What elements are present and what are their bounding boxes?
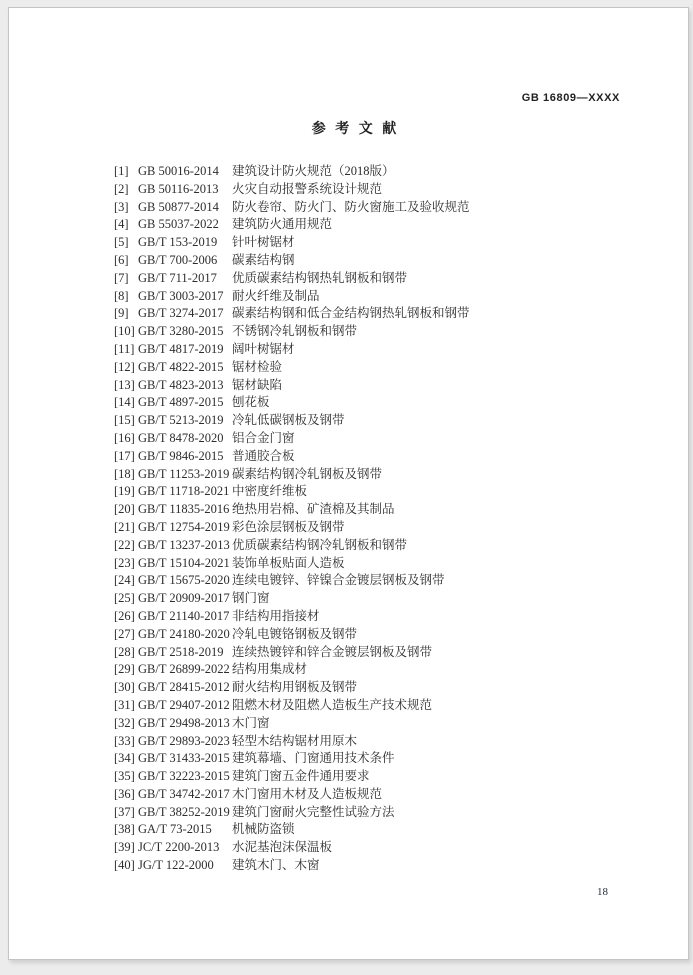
reference-standard-code: GB/T 11718-2021: [138, 484, 230, 499]
reference-standard-code: GB/T 5213-2019: [138, 413, 224, 428]
reference-standard-title: 优质碳素结构钢冷轧钢板和钢带: [232, 537, 408, 552]
reference-standard-code: GB/T 8478-2020: [138, 430, 224, 445]
reference-standard-code: GB/T 20909-2017: [138, 591, 230, 606]
reference-item: [114, 288, 674, 306]
reference-standard-title: 冷轧低碳钢板及钢带: [232, 413, 345, 428]
reference-standard-code: GB/T 13237-2013: [138, 537, 230, 552]
reference-standard-title: 建筑幕墙、门窗通用技术条件: [232, 751, 395, 766]
reference-index: [13]: [114, 377, 135, 392]
reference-standard-title: 非结构用指接材: [232, 608, 320, 623]
reference-standard-code: GB/T 4822-2015: [138, 359, 224, 374]
reference-index: [29]: [114, 662, 135, 677]
reference-index: [6]: [114, 252, 129, 267]
reference-item: [114, 768, 674, 786]
reference-standard-title: 冷轧电镀铬钢板及钢带: [232, 626, 358, 641]
reference-index: [11]: [114, 341, 135, 356]
reference-item: [114, 323, 674, 341]
reference-standard-title: 铝合金门窗: [232, 430, 295, 445]
reference-item: [114, 377, 674, 395]
reference-standard-code: GB/T 32223-2015: [138, 769, 230, 784]
reference-standard-title: 针叶树锯材: [232, 235, 295, 250]
reference-item: [114, 430, 674, 448]
reference-index: [3]: [114, 199, 129, 214]
reference-item: [114, 483, 674, 501]
reference-item: [114, 466, 674, 484]
reference-item: [114, 216, 674, 234]
reference-item: [114, 555, 674, 573]
reference-item: [114, 679, 674, 697]
reference-item: [114, 821, 674, 839]
reference-standard-title: 碳素结构钢和低合金结构钢热轧钢板和钢带: [232, 306, 470, 321]
reference-item: [114, 857, 674, 875]
reference-standard-title: 建筑木门、木窗: [232, 858, 320, 873]
reference-item: [114, 181, 674, 199]
reference-standard-code: GB/T 12754-2019: [138, 519, 230, 534]
reference-item: [114, 234, 674, 252]
reference-index: [30]: [114, 680, 135, 695]
reference-standard-code: GB/T 4897-2015: [138, 395, 224, 410]
reference-standard-code: GB 50877-2014: [138, 199, 219, 214]
reference-index: [24]: [114, 573, 135, 588]
document-page: [8, 7, 689, 960]
reference-standard-title: 木门窗: [232, 715, 270, 730]
reference-index: [35]: [114, 769, 135, 784]
reference-list: [114, 163, 674, 875]
reference-standard-title: 防火卷帘、防火门、防火窗施工及验收规范: [232, 199, 470, 214]
reference-item: [114, 412, 674, 430]
reference-item: [114, 661, 674, 679]
reference-index: [15]: [114, 413, 135, 428]
reference-index: [20]: [114, 502, 135, 517]
reference-standard-code: GB/T 15104-2021: [138, 555, 230, 570]
reference-standard-code: GB 50116-2013: [138, 181, 219, 196]
reference-index: [5]: [114, 235, 129, 250]
reference-standard-title: 火灾自动报警系统设计规范: [232, 181, 383, 196]
reference-index: [40]: [114, 858, 135, 873]
reference-index: [17]: [114, 448, 135, 463]
reference-index: [9]: [114, 306, 129, 321]
reference-index: [25]: [114, 591, 135, 606]
reference-index: [1]: [114, 164, 129, 178]
reference-standard-code: GA/T 73-2015: [138, 822, 212, 837]
reference-standard-title: 耐火结构用钢板及钢带: [232, 680, 358, 695]
reference-item: [114, 839, 674, 857]
reference-index: [28]: [114, 644, 135, 659]
reference-item: [114, 270, 674, 288]
reference-item: [114, 163, 674, 181]
reference-standard-code: JC/T 2200-2013: [138, 840, 220, 855]
reference-index: [38]: [114, 822, 135, 837]
reference-standard-title: 建筑防火通用规范: [232, 217, 333, 232]
reference-standard-code: GB/T 4823-2013: [138, 377, 224, 392]
reference-standard-code: GB/T 3274-2017: [138, 306, 224, 321]
reference-standard-code: GB/T 29407-2012: [138, 697, 230, 712]
reference-standard-title: 锯材缺陷: [232, 377, 283, 392]
reference-standard-title: 水泥基泡沫保温板: [232, 840, 333, 855]
reference-item: [114, 305, 674, 323]
reference-standard-title: 优质碳素结构钢热轧钢板和钢带: [232, 270, 408, 285]
reference-item: [114, 697, 674, 715]
reference-standard-code: GB 55037-2022: [138, 217, 219, 232]
reference-item: [114, 359, 674, 377]
reference-standard-title: 锯材检验: [232, 359, 283, 374]
reference-standard-code: GB/T 3003-2017: [138, 288, 224, 303]
reference-item: [114, 252, 674, 270]
reference-item: [114, 786, 674, 804]
reference-standard-code: GB/T 34742-2017: [138, 786, 230, 801]
reference-item: [114, 341, 674, 359]
page-title: 参 考 文 献: [311, 122, 400, 137]
reference-item: [114, 804, 674, 822]
reference-item: [114, 644, 674, 662]
reference-item: [114, 199, 674, 217]
reference-item: [114, 519, 674, 537]
reference-standard-title: 装饰单板贴面人造板: [232, 555, 345, 570]
reference-index: [39]: [114, 840, 135, 855]
reference-standard-code: GB/T 29498-2013: [138, 715, 230, 730]
reference-standard-code: GB/T 15675-2020: [138, 573, 230, 588]
reference-standard-code: GB/T 28415-2012: [138, 680, 230, 695]
reference-item: [114, 608, 674, 626]
reference-standard-title: 建筑门窗五金件通用要求: [232, 769, 370, 784]
reference-standard-title: 碳素结构钢冷轧钢板及钢带: [232, 466, 383, 481]
reference-standard-code: GB/T 26899-2022: [138, 662, 230, 677]
standard-number-header: GB 16809—XXXX: [521, 92, 620, 104]
reference-index: [34]: [114, 751, 135, 766]
reference-index: [19]: [114, 484, 135, 499]
reference-standard-code: GB/T 2518-2019: [138, 644, 224, 659]
reference-standard-code: GB/T 153-2019: [138, 235, 218, 250]
reference-standard-code: GB/T 38252-2019: [138, 804, 230, 819]
reference-standard-code: GB/T 711-2017: [138, 270, 217, 285]
reference-item: [114, 572, 674, 590]
reference-index: [2]: [114, 181, 129, 196]
reference-standard-code: GB/T 11835-2016: [138, 502, 230, 517]
reference-standard-code: GB/T 11253-2019: [138, 466, 230, 481]
reference-index: [4]: [114, 217, 129, 232]
reference-index: [36]: [114, 786, 135, 801]
reference-index: [21]: [114, 519, 135, 534]
reference-item: [114, 590, 674, 608]
page-number: 18: [597, 886, 608, 898]
reference-index: [26]: [114, 608, 135, 623]
reference-standard-code: GB/T 4817-2019: [138, 341, 224, 356]
reference-standard-title: 建筑设计防火规范（2018版）: [232, 164, 395, 178]
reference-standard-title: 普通胶合板: [232, 448, 295, 463]
reference-index: [14]: [114, 395, 135, 410]
reference-standard-code: GB/T 29893-2023: [138, 733, 230, 748]
reference-standard-title: 建筑门窗耐火完整性试验方法: [232, 804, 395, 819]
reference-item: [114, 537, 674, 555]
reference-standard-title: 刨花板: [232, 395, 270, 410]
reference-item: [114, 501, 674, 519]
reference-index: [33]: [114, 733, 135, 748]
reference-index: [27]: [114, 626, 135, 641]
reference-index: [37]: [114, 804, 135, 819]
reference-index: [7]: [114, 270, 129, 285]
reference-item: [114, 394, 674, 412]
reference-item: [114, 715, 674, 733]
reference-index: [12]: [114, 359, 135, 374]
reference-standard-title: 机械防盗锁: [232, 822, 295, 837]
reference-index: [22]: [114, 537, 135, 552]
reference-index: [31]: [114, 697, 135, 712]
reference-index: [8]: [114, 288, 129, 303]
reference-index: [16]: [114, 430, 135, 445]
reference-standard-title: 中密度纤维板: [232, 484, 308, 499]
reference-standard-code: GB/T 700-2006: [138, 252, 218, 267]
reference-item: [114, 448, 674, 466]
reference-standard-code: GB/T 9846-2015: [138, 448, 224, 463]
reference-index: [32]: [114, 715, 135, 730]
reference-standard-code: JG/T 122-2000: [138, 858, 214, 873]
reference-standard-title: 木门窗用木材及人造板规范: [232, 786, 383, 801]
reference-standard-title: 绝热用岩棉、矿渣棉及其制品: [232, 502, 395, 517]
reference-standard-title: 不锈钢冷轧钢板和钢带: [232, 324, 358, 339]
reference-standard-title: 轻型木结构锯材用原木: [232, 733, 358, 748]
reference-index: [23]: [114, 555, 135, 570]
reference-standard-code: GB/T 21140-2017: [138, 608, 230, 623]
reference-standard-title: 阻燃木材及阻燃人造板生产技术规范: [232, 697, 433, 712]
reference-index: [10]: [114, 324, 135, 339]
reference-standard-code: GB/T 3280-2015: [138, 324, 224, 339]
reference-item: [114, 733, 674, 751]
reference-standard-title: 连续电镀锌、锌镍合金镀层钢板及钢带: [232, 573, 445, 588]
reference-standard-code: GB/T 31433-2015: [138, 751, 230, 766]
reference-standard-code: GB 50016-2014: [138, 164, 219, 178]
reference-standard-title: 阔叶树锯材: [232, 341, 295, 356]
reference-standard-title: 钢门窗: [232, 591, 270, 606]
reference-item: [114, 750, 674, 768]
reference-index: [18]: [114, 466, 135, 481]
reference-standard-code: GB/T 24180-2020: [138, 626, 230, 641]
reference-standard-title: 彩色涂层钢板及钢带: [232, 519, 345, 534]
reference-item: [114, 626, 674, 644]
reference-standard-title: 耐火纤维及制品: [232, 288, 320, 303]
reference-standard-title: 连续热镀锌和锌合金镀层钢板及钢带: [232, 644, 433, 659]
reference-standard-title: 碳素结构钢: [232, 252, 295, 267]
reference-standard-title: 结构用集成材: [232, 662, 308, 677]
